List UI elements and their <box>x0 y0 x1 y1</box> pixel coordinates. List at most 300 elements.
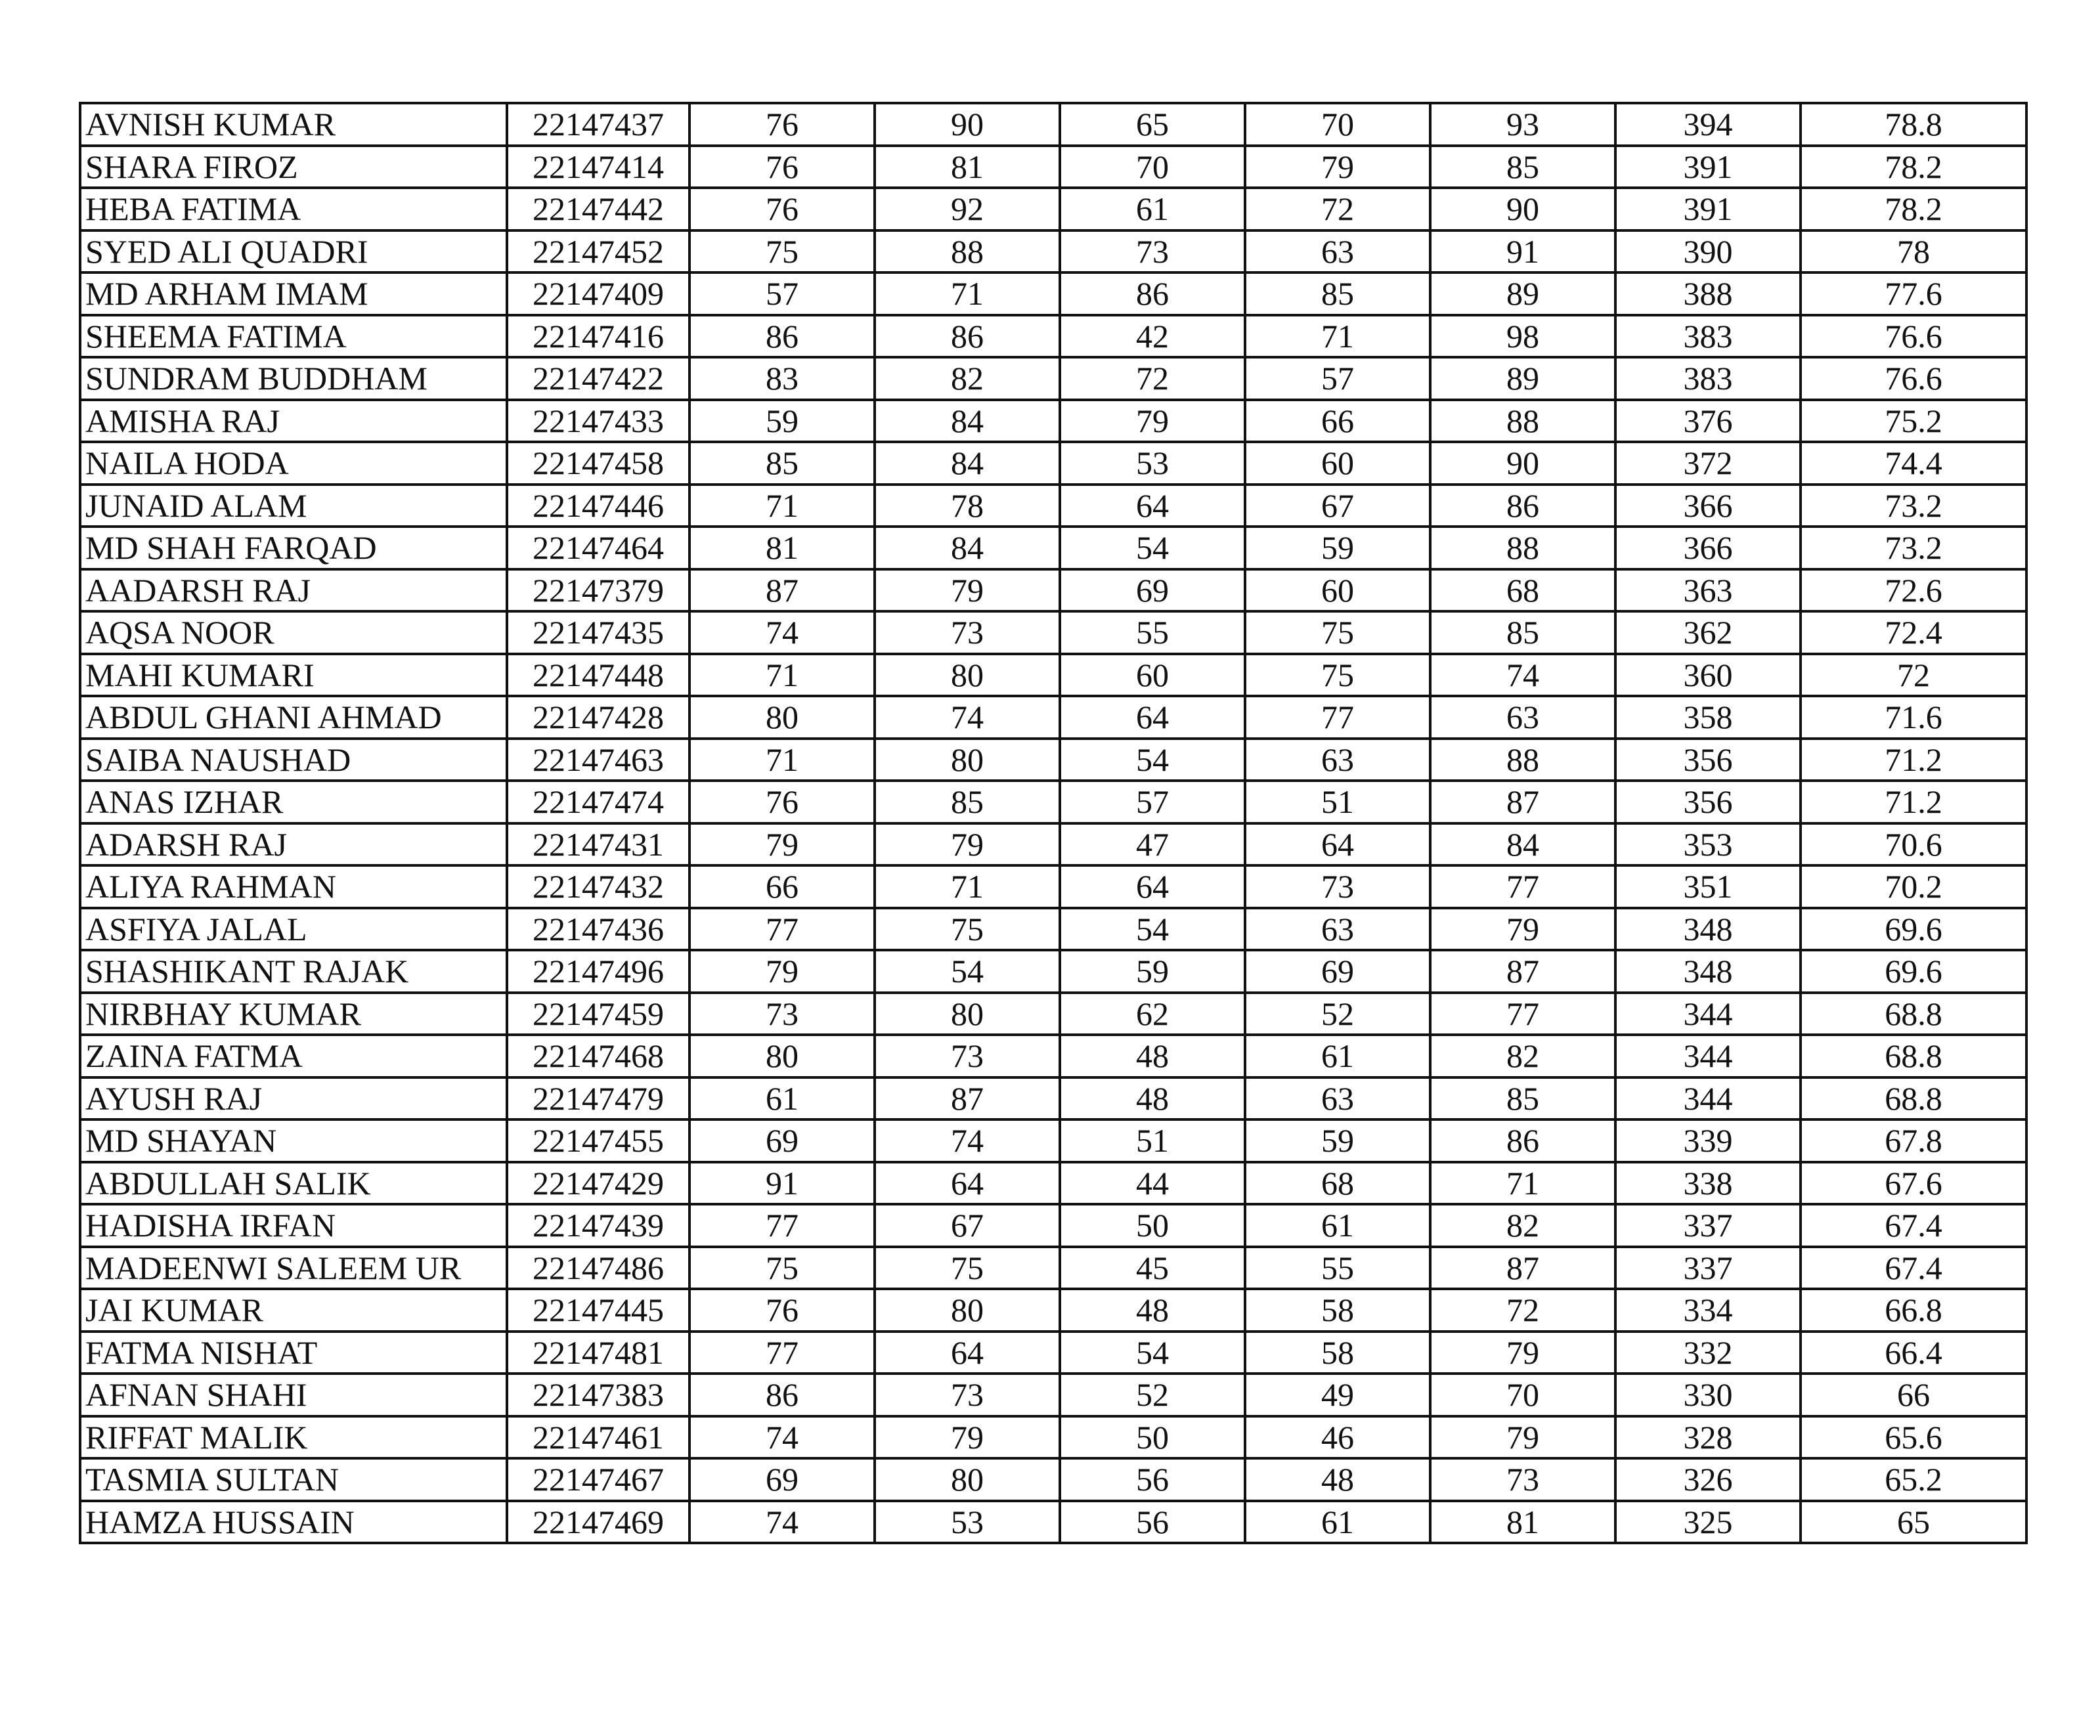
roll-number-cell: 22147422 <box>507 357 689 400</box>
total-marks-cell: 337 <box>1615 1204 1801 1247</box>
subject-2-marks-cell: 75 <box>875 908 1060 951</box>
subject-5-marks-cell: 89 <box>1430 357 1615 400</box>
table-row <box>80 569 2026 612</box>
subject-5-marks-cell: 91 <box>1430 230 1615 273</box>
student-name-cell: AMISHA RAJ <box>80 400 507 443</box>
subject-1-marks-cell: 75 <box>689 1247 875 1290</box>
subject-1-marks-cell: 71 <box>689 485 875 527</box>
subject-4-marks-cell: 59 <box>1245 1119 1430 1162</box>
roll-number-cell: 22147486 <box>507 1247 689 1290</box>
table-row <box>80 357 2026 400</box>
percentage-cell: 65.2 <box>1801 1458 2026 1501</box>
subject-4-marks-cell: 66 <box>1245 400 1430 443</box>
percentage-cell: 69.6 <box>1801 950 2026 993</box>
student-name-cell: MD SHAYAN <box>80 1119 507 1162</box>
total-marks-cell: 338 <box>1615 1162 1801 1205</box>
student-name-cell: SYED ALI QUADRI <box>80 230 507 273</box>
subject-2-marks-cell: 75 <box>875 1247 1060 1290</box>
percentage-cell: 78.2 <box>1801 188 2026 230</box>
subject-3-marks-cell: 61 <box>1060 188 1245 230</box>
roll-number-cell: 22147452 <box>507 230 689 273</box>
subject-4-marks-cell: 61 <box>1245 1204 1430 1247</box>
student-name-cell: NAILA HODA <box>80 442 507 485</box>
roll-number-cell: 22147437 <box>507 103 689 146</box>
subject-1-marks-cell: 77 <box>689 1204 875 1247</box>
subject-4-marks-cell: 59 <box>1245 527 1430 569</box>
student-name-cell: NIRBHAY KUMAR <box>80 993 507 1035</box>
student-name-cell: JUNAID ALAM <box>80 485 507 527</box>
subject-1-marks-cell: 79 <box>689 950 875 993</box>
subject-1-marks-cell: 76 <box>689 146 875 188</box>
roll-number-cell: 22147409 <box>507 272 689 315</box>
subject-5-marks-cell: 68 <box>1430 569 1615 612</box>
subject-2-marks-cell: 84 <box>875 400 1060 443</box>
table-row <box>80 1374 2026 1416</box>
percentage-cell: 67.6 <box>1801 1162 2026 1205</box>
percentage-cell: 76.6 <box>1801 315 2026 358</box>
subject-4-marks-cell: 63 <box>1245 739 1430 781</box>
subject-2-marks-cell: 73 <box>875 611 1060 654</box>
subject-2-marks-cell: 82 <box>875 357 1060 400</box>
subject-1-marks-cell: 74 <box>689 1416 875 1459</box>
subject-4-marks-cell: 49 <box>1245 1374 1430 1416</box>
total-marks-cell: 391 <box>1615 146 1801 188</box>
total-marks-cell: 383 <box>1615 357 1801 400</box>
student-name-cell: MD ARHAM IMAM <box>80 272 507 315</box>
student-name-cell: ABDULLAH SALIK <box>80 1162 507 1205</box>
table-row <box>80 230 2026 273</box>
subject-1-marks-cell: 86 <box>689 1374 875 1416</box>
subject-4-marks-cell: 63 <box>1245 1077 1430 1120</box>
subject-4-marks-cell: 48 <box>1245 1458 1430 1501</box>
roll-number-cell: 22147379 <box>507 569 689 612</box>
subject-5-marks-cell: 87 <box>1430 1247 1615 1290</box>
subject-2-marks-cell: 71 <box>875 272 1060 315</box>
roll-number-cell: 22147496 <box>507 950 689 993</box>
roll-number-cell: 22147479 <box>507 1077 689 1120</box>
percentage-cell: 72.6 <box>1801 569 2026 612</box>
subject-3-marks-cell: 72 <box>1060 357 1245 400</box>
subject-4-marks-cell: 57 <box>1245 357 1430 400</box>
subject-5-marks-cell: 72 <box>1430 1289 1615 1332</box>
subject-5-marks-cell: 77 <box>1430 865 1615 908</box>
subject-5-marks-cell: 88 <box>1430 739 1615 781</box>
subject-5-marks-cell: 79 <box>1430 1332 1615 1374</box>
total-marks-cell: 348 <box>1615 950 1801 993</box>
roll-number-cell: 22147383 <box>507 1374 689 1416</box>
roll-number-cell: 22147469 <box>507 1501 689 1544</box>
table-row <box>80 272 2026 315</box>
subject-4-marks-cell: 68 <box>1245 1162 1430 1205</box>
table-row <box>80 781 2026 823</box>
total-marks-cell: 344 <box>1615 1035 1801 1077</box>
subject-1-marks-cell: 66 <box>689 865 875 908</box>
percentage-cell: 78.2 <box>1801 146 2026 188</box>
total-marks-cell: 326 <box>1615 1458 1801 1501</box>
table-row <box>80 400 2026 443</box>
percentage-cell: 65 <box>1801 1501 2026 1544</box>
subject-3-marks-cell: 86 <box>1060 272 1245 315</box>
roll-number-cell: 22147467 <box>507 1458 689 1501</box>
subject-5-marks-cell: 90 <box>1430 442 1615 485</box>
subject-4-marks-cell: 77 <box>1245 696 1430 739</box>
roll-number-cell: 22147428 <box>507 696 689 739</box>
subject-1-marks-cell: 79 <box>689 823 875 866</box>
subject-1-marks-cell: 80 <box>689 1035 875 1077</box>
table-row <box>80 146 2026 188</box>
student-name-cell: ALIYA RAHMAN <box>80 865 507 908</box>
student-name-cell: SHEEMA FATIMA <box>80 315 507 358</box>
total-marks-cell: 394 <box>1615 103 1801 146</box>
subject-5-marks-cell: 79 <box>1430 1416 1615 1459</box>
student-name-cell: AVNISH KUMAR <box>80 103 507 146</box>
percentage-cell: 73.2 <box>1801 527 2026 569</box>
percentage-cell: 67.8 <box>1801 1119 2026 1162</box>
subject-5-marks-cell: 85 <box>1430 611 1615 654</box>
subject-2-marks-cell: 80 <box>875 993 1060 1035</box>
student-name-cell: HAMZA HUSSAIN <box>80 1501 507 1544</box>
table-row <box>80 1289 2026 1332</box>
subject-5-marks-cell: 79 <box>1430 908 1615 951</box>
subject-2-marks-cell: 74 <box>875 1119 1060 1162</box>
total-marks-cell: 339 <box>1615 1119 1801 1162</box>
table-row <box>80 1416 2026 1459</box>
subject-1-marks-cell: 91 <box>689 1162 875 1205</box>
table-row <box>80 1204 2026 1247</box>
percentage-cell: 67.4 <box>1801 1247 2026 1290</box>
subject-4-marks-cell: 70 <box>1245 103 1430 146</box>
total-marks-cell: 390 <box>1615 230 1801 273</box>
roll-number-cell: 22147431 <box>507 823 689 866</box>
student-name-cell: ADARSH RAJ <box>80 823 507 866</box>
roll-number-cell: 22147474 <box>507 781 689 823</box>
percentage-cell: 70.2 <box>1801 865 2026 908</box>
subject-5-marks-cell: 77 <box>1430 993 1615 1035</box>
table-row <box>80 485 2026 527</box>
subject-3-marks-cell: 47 <box>1060 823 1245 866</box>
table-row <box>80 1332 2026 1374</box>
subject-3-marks-cell: 55 <box>1060 611 1245 654</box>
subject-3-marks-cell: 56 <box>1060 1501 1245 1544</box>
subject-3-marks-cell: 54 <box>1060 739 1245 781</box>
subject-2-marks-cell: 81 <box>875 146 1060 188</box>
roll-number-cell: 22147481 <box>507 1332 689 1374</box>
total-marks-cell: 383 <box>1615 315 1801 358</box>
subject-3-marks-cell: 59 <box>1060 950 1245 993</box>
table-row <box>80 823 2026 866</box>
total-marks-cell: 366 <box>1615 485 1801 527</box>
subject-2-marks-cell: 92 <box>875 188 1060 230</box>
total-marks-cell: 328 <box>1615 1416 1801 1459</box>
subject-5-marks-cell: 86 <box>1430 1119 1615 1162</box>
subject-4-marks-cell: 60 <box>1245 569 1430 612</box>
subject-4-marks-cell: 64 <box>1245 823 1430 866</box>
subject-1-marks-cell: 71 <box>689 654 875 697</box>
table-row <box>80 654 2026 697</box>
roll-number-cell: 22147468 <box>507 1035 689 1077</box>
percentage-cell: 73.2 <box>1801 485 2026 527</box>
subject-1-marks-cell: 74 <box>689 611 875 654</box>
total-marks-cell: 360 <box>1615 654 1801 697</box>
subject-3-marks-cell: 60 <box>1060 654 1245 697</box>
subject-2-marks-cell: 85 <box>875 781 1060 823</box>
roll-number-cell: 22147463 <box>507 739 689 781</box>
student-name-cell: AFNAN SHAHI <box>80 1374 507 1416</box>
subject-2-marks-cell: 86 <box>875 315 1060 358</box>
roll-number-cell: 22147442 <box>507 188 689 230</box>
subject-1-marks-cell: 69 <box>689 1119 875 1162</box>
subject-4-marks-cell: 61 <box>1245 1501 1430 1544</box>
subject-2-marks-cell: 80 <box>875 1458 1060 1501</box>
total-marks-cell: 344 <box>1615 1077 1801 1120</box>
percentage-cell: 68.8 <box>1801 1035 2026 1077</box>
subject-1-marks-cell: 75 <box>689 230 875 273</box>
percentage-cell: 78.8 <box>1801 103 2026 146</box>
subject-2-marks-cell: 90 <box>875 103 1060 146</box>
student-name-cell: RIFFAT MALIK <box>80 1416 507 1459</box>
total-marks-cell: 353 <box>1615 823 1801 866</box>
subject-1-marks-cell: 83 <box>689 357 875 400</box>
subject-1-marks-cell: 71 <box>689 739 875 781</box>
percentage-cell: 74.4 <box>1801 442 2026 485</box>
table-row <box>80 527 2026 569</box>
total-marks-cell: 325 <box>1615 1501 1801 1544</box>
subject-5-marks-cell: 93 <box>1430 103 1615 146</box>
subject-5-marks-cell: 84 <box>1430 823 1615 866</box>
table-row <box>80 1035 2026 1077</box>
table-row <box>80 993 2026 1035</box>
table-row <box>80 442 2026 485</box>
total-marks-cell: 362 <box>1615 611 1801 654</box>
subject-3-marks-cell: 48 <box>1060 1035 1245 1077</box>
subject-3-marks-cell: 69 <box>1060 569 1245 612</box>
total-marks-cell: 344 <box>1615 993 1801 1035</box>
percentage-cell: 72 <box>1801 654 2026 697</box>
subject-3-marks-cell: 48 <box>1060 1077 1245 1120</box>
table-row <box>80 315 2026 358</box>
student-name-cell: HEBA FATIMA <box>80 188 507 230</box>
table-row <box>80 696 2026 739</box>
subject-3-marks-cell: 45 <box>1060 1247 1245 1290</box>
table-row <box>80 1458 2026 1501</box>
student-name-cell: JAI KUMAR <box>80 1289 507 1332</box>
subject-4-marks-cell: 63 <box>1245 230 1430 273</box>
subject-2-marks-cell: 54 <box>875 950 1060 993</box>
subject-3-marks-cell: 54 <box>1060 527 1245 569</box>
subject-1-marks-cell: 57 <box>689 272 875 315</box>
subject-2-marks-cell: 80 <box>875 654 1060 697</box>
percentage-cell: 68.8 <box>1801 993 2026 1035</box>
subject-4-marks-cell: 58 <box>1245 1289 1430 1332</box>
subject-5-marks-cell: 82 <box>1430 1204 1615 1247</box>
roll-number-cell: 22147461 <box>507 1416 689 1459</box>
student-name-cell: SHARA FIROZ <box>80 146 507 188</box>
percentage-cell: 67.4 <box>1801 1204 2026 1247</box>
subject-2-marks-cell: 78 <box>875 485 1060 527</box>
subject-3-marks-cell: 62 <box>1060 993 1245 1035</box>
total-marks-cell: 391 <box>1615 188 1801 230</box>
student-name-cell: MD SHAH FARQAD <box>80 527 507 569</box>
table-row <box>80 103 2026 146</box>
subject-1-marks-cell: 74 <box>689 1501 875 1544</box>
total-marks-cell: 366 <box>1615 527 1801 569</box>
total-marks-cell: 388 <box>1615 272 1801 315</box>
subject-4-marks-cell: 69 <box>1245 950 1430 993</box>
subject-2-marks-cell: 80 <box>875 739 1060 781</box>
subject-2-marks-cell: 84 <box>875 442 1060 485</box>
student-name-cell: MAHI KUMARI <box>80 654 507 697</box>
subject-2-marks-cell: 74 <box>875 696 1060 739</box>
subject-3-marks-cell: 52 <box>1060 1374 1245 1416</box>
subject-1-marks-cell: 80 <box>689 696 875 739</box>
subject-2-marks-cell: 88 <box>875 230 1060 273</box>
student-name-cell: HADISHA IRFAN <box>80 1204 507 1247</box>
student-name-cell: MADEENWI SALEEM UR <box>80 1247 507 1290</box>
roll-number-cell: 22147429 <box>507 1162 689 1205</box>
subject-5-marks-cell: 87 <box>1430 950 1615 993</box>
table-row <box>80 1119 2026 1162</box>
table-row <box>80 908 2026 951</box>
table-row <box>80 1501 2026 1544</box>
results-table <box>79 102 2028 1544</box>
percentage-cell: 78 <box>1801 230 2026 273</box>
subject-5-marks-cell: 88 <box>1430 400 1615 443</box>
subject-5-marks-cell: 70 <box>1430 1374 1615 1416</box>
subject-4-marks-cell: 46 <box>1245 1416 1430 1459</box>
subject-3-marks-cell: 56 <box>1060 1458 1245 1501</box>
subject-4-marks-cell: 60 <box>1245 442 1430 485</box>
percentage-cell: 77.6 <box>1801 272 2026 315</box>
roll-number-cell: 22147446 <box>507 485 689 527</box>
student-name-cell: ZAINA FATMA <box>80 1035 507 1077</box>
subject-5-marks-cell: 88 <box>1430 527 1615 569</box>
subject-2-marks-cell: 79 <box>875 569 1060 612</box>
student-name-cell: TASMIA SULTAN <box>80 1458 507 1501</box>
percentage-cell: 66.8 <box>1801 1289 2026 1332</box>
subject-4-marks-cell: 75 <box>1245 611 1430 654</box>
subject-3-marks-cell: 79 <box>1060 400 1245 443</box>
subject-4-marks-cell: 51 <box>1245 781 1430 823</box>
subject-2-marks-cell: 79 <box>875 823 1060 866</box>
student-name-cell: AADARSH RAJ <box>80 569 507 612</box>
subject-4-marks-cell: 52 <box>1245 993 1430 1035</box>
subject-2-marks-cell: 80 <box>875 1289 1060 1332</box>
table-row <box>80 1162 2026 1205</box>
subject-4-marks-cell: 58 <box>1245 1332 1430 1374</box>
student-name-cell: AYUSH RAJ <box>80 1077 507 1120</box>
subject-5-marks-cell: 82 <box>1430 1035 1615 1077</box>
subject-1-marks-cell: 87 <box>689 569 875 612</box>
results-table-body <box>80 103 2026 1543</box>
subject-2-marks-cell: 64 <box>875 1162 1060 1205</box>
roll-number-cell: 22147433 <box>507 400 689 443</box>
total-marks-cell: 351 <box>1615 865 1801 908</box>
subject-2-marks-cell: 73 <box>875 1374 1060 1416</box>
table-row <box>80 611 2026 654</box>
subject-2-marks-cell: 64 <box>875 1332 1060 1374</box>
subject-2-marks-cell: 53 <box>875 1501 1060 1544</box>
total-marks-cell: 356 <box>1615 781 1801 823</box>
subject-2-marks-cell: 67 <box>875 1204 1060 1247</box>
percentage-cell: 75.2 <box>1801 400 2026 443</box>
percentage-cell: 69.6 <box>1801 908 2026 951</box>
total-marks-cell: 330 <box>1615 1374 1801 1416</box>
subject-3-marks-cell: 44 <box>1060 1162 1245 1205</box>
table-row <box>80 188 2026 230</box>
student-name-cell: SUNDRAM BUDDHAM <box>80 357 507 400</box>
subject-3-marks-cell: 50 <box>1060 1204 1245 1247</box>
subject-3-marks-cell: 70 <box>1060 146 1245 188</box>
total-marks-cell: 376 <box>1615 400 1801 443</box>
subject-5-marks-cell: 81 <box>1430 1501 1615 1544</box>
roll-number-cell: 22147439 <box>507 1204 689 1247</box>
percentage-cell: 76.6 <box>1801 357 2026 400</box>
student-name-cell: FATMA NISHAT <box>80 1332 507 1374</box>
subject-3-marks-cell: 50 <box>1060 1416 1245 1459</box>
percentage-cell: 68.8 <box>1801 1077 2026 1120</box>
student-name-cell: ASFIYA JALAL <box>80 908 507 951</box>
roll-number-cell: 22147455 <box>507 1119 689 1162</box>
roll-number-cell: 22147458 <box>507 442 689 485</box>
percentage-cell: 71.6 <box>1801 696 2026 739</box>
subject-1-marks-cell: 76 <box>689 103 875 146</box>
table-row <box>80 865 2026 908</box>
student-name-cell: SAIBA NAUSHAD <box>80 739 507 781</box>
roll-number-cell: 22147436 <box>507 908 689 951</box>
roll-number-cell: 22147432 <box>507 865 689 908</box>
subject-5-marks-cell: 74 <box>1430 654 1615 697</box>
subject-4-marks-cell: 75 <box>1245 654 1430 697</box>
percentage-cell: 71.2 <box>1801 739 2026 781</box>
subject-2-marks-cell: 79 <box>875 1416 1060 1459</box>
subject-4-marks-cell: 73 <box>1245 865 1430 908</box>
table-row <box>80 1247 2026 1290</box>
percentage-cell: 72.4 <box>1801 611 2026 654</box>
table-row <box>80 950 2026 993</box>
subject-3-marks-cell: 57 <box>1060 781 1245 823</box>
total-marks-cell: 358 <box>1615 696 1801 739</box>
subject-5-marks-cell: 85 <box>1430 146 1615 188</box>
student-name-cell: SHASHIKANT RAJAK <box>80 950 507 993</box>
total-marks-cell: 334 <box>1615 1289 1801 1332</box>
percentage-cell: 71.2 <box>1801 781 2026 823</box>
subject-1-marks-cell: 81 <box>689 527 875 569</box>
subject-5-marks-cell: 87 <box>1430 781 1615 823</box>
subject-5-marks-cell: 98 <box>1430 315 1615 358</box>
subject-3-marks-cell: 54 <box>1060 1332 1245 1374</box>
roll-number-cell: 22147464 <box>507 527 689 569</box>
subject-1-marks-cell: 86 <box>689 315 875 358</box>
subject-5-marks-cell: 71 <box>1430 1162 1615 1205</box>
table-row <box>80 1077 2026 1120</box>
subject-5-marks-cell: 63 <box>1430 696 1615 739</box>
roll-number-cell: 22147448 <box>507 654 689 697</box>
roll-number-cell: 22147414 <box>507 146 689 188</box>
subject-3-marks-cell: 54 <box>1060 908 1245 951</box>
subject-5-marks-cell: 73 <box>1430 1458 1615 1501</box>
subject-4-marks-cell: 85 <box>1245 272 1430 315</box>
student-name-cell: ABDUL GHANI AHMAD <box>80 696 507 739</box>
total-marks-cell: 363 <box>1615 569 1801 612</box>
subject-5-marks-cell: 86 <box>1430 485 1615 527</box>
subject-4-marks-cell: 55 <box>1245 1247 1430 1290</box>
student-name-cell: AQSA NOOR <box>80 611 507 654</box>
roll-number-cell: 22147459 <box>507 993 689 1035</box>
subject-1-marks-cell: 69 <box>689 1458 875 1501</box>
subject-1-marks-cell: 77 <box>689 1332 875 1374</box>
subject-5-marks-cell: 85 <box>1430 1077 1615 1120</box>
subject-2-marks-cell: 73 <box>875 1035 1060 1077</box>
